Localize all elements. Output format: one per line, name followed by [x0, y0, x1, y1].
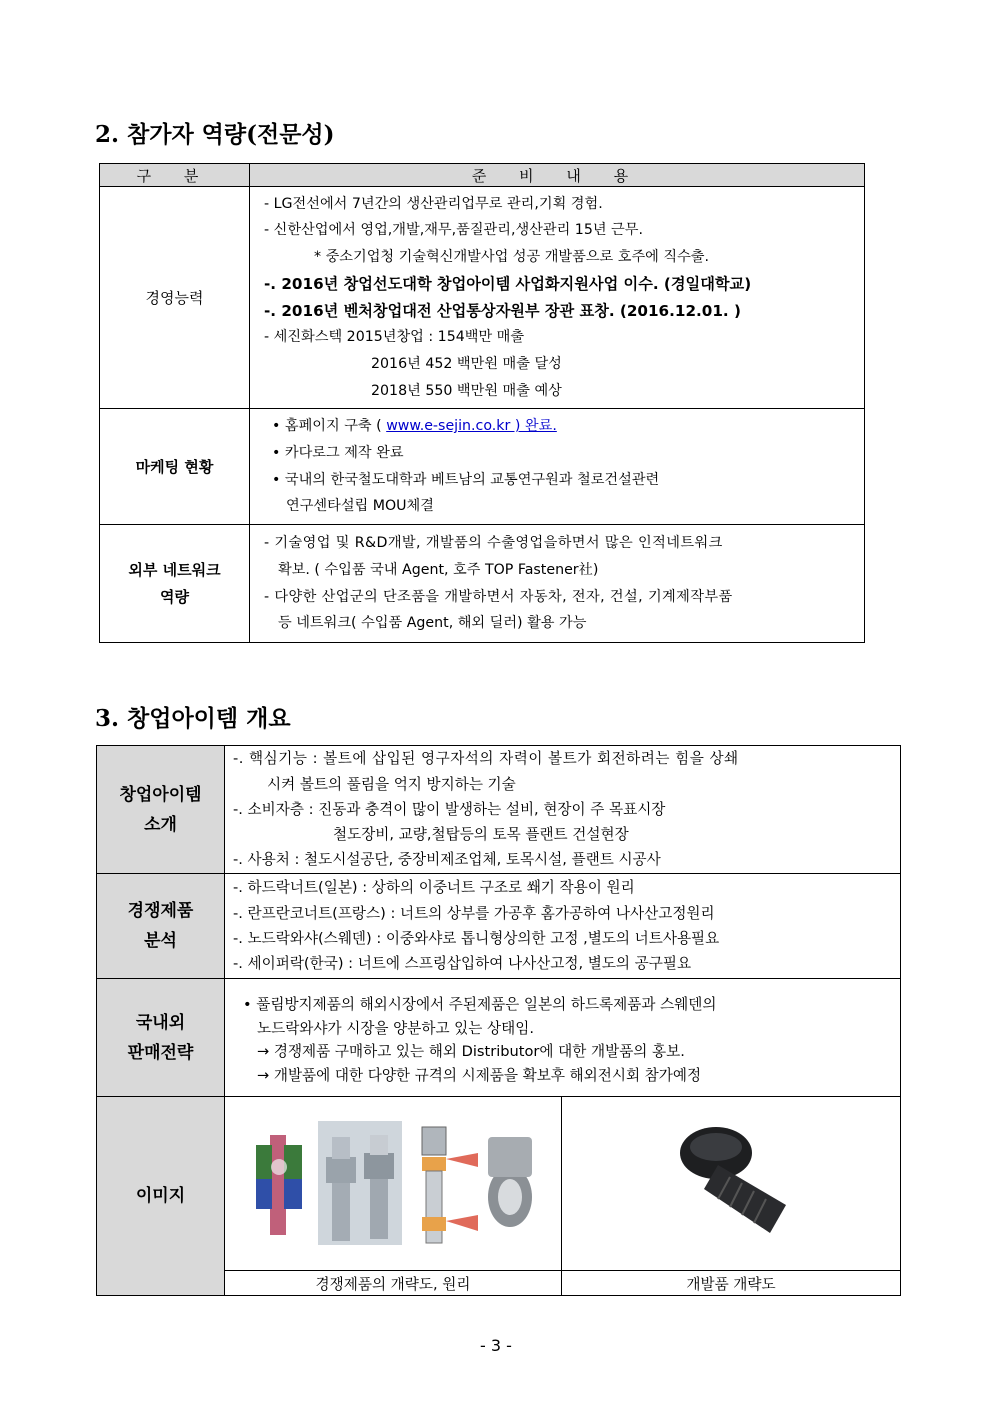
text-line: - LG전선에서 7년간의 생산관리업무로 관리,기획 경험. — [264, 195, 603, 212]
label-network-line1: 외부 네트워크 — [128, 560, 221, 579]
developed-product-image — [562, 1097, 901, 1271]
text-line: 시켜 볼트의 풀림을 억지 방지하는 기술 — [267, 775, 516, 793]
row-marketing — [100, 409, 865, 525]
text-line: 연구센타설립 MOU체결 — [286, 498, 434, 515]
section3-title: 3. 창업아이템 개요 — [95, 705, 291, 732]
label-item-intro-line1: 창업아이템 — [119, 784, 202, 805]
text-line: 철도장비, 교량,철탑등의 토목 플랜트 건설현장 — [333, 826, 629, 844]
developed-bolt-illustration — [666, 1117, 796, 1247]
label-item-intro-line2: 소개 — [144, 814, 177, 835]
item-overview-table — [96, 745, 901, 1296]
text-line: 확보. ( 수입품 국내 Agent, 호주 TOP Fastener社) — [278, 561, 599, 578]
label-marketing: 마케팅 현황 — [100, 409, 250, 525]
wedge-lock-illustration — [406, 1121, 480, 1245]
row-images — [97, 1097, 901, 1271]
content-marketing — [250, 409, 865, 525]
text-line: * 중소기업청 기술혁신개발사업 성공 개발품으로 호주에 직수출. — [314, 249, 709, 266]
section2-title: 2. 참가자 역량(전문성) — [95, 121, 335, 148]
label-images: 이미지 — [97, 1097, 225, 1296]
text-line: - 세진화스텍 2015년창업 : 154백만 매출 — [264, 329, 525, 346]
competency-table — [99, 163, 865, 643]
label-network-line2: 역량 — [160, 587, 189, 606]
row-competition — [97, 874, 901, 979]
content-network — [250, 525, 865, 643]
text-line: -. 하드락너트(일본) : 상하의 이중너트 구조로 쐐기 작용이 원리 — [233, 879, 635, 897]
row-management — [100, 187, 865, 409]
hardlock-nut-illustration — [256, 1135, 302, 1235]
content-competition — [225, 874, 901, 979]
content-strategy — [225, 979, 901, 1097]
text-line: -. 핵심기능 : 볼트에 삽입된 영구자석의 자력이 볼트가 회전하려는 힘을 상쇄 — [233, 750, 739, 768]
label-strategy-line2: 판매전략 — [127, 1042, 194, 1063]
row-network — [100, 525, 865, 643]
label-network — [100, 525, 250, 643]
text-line-bold: -. 2016년 창업선도대학 창업아이템 사업화지원사업 이수. (경일대학교) — [264, 274, 752, 293]
text-line: - 다양한 산업군의 단조품을 개발하면서 자동차, 전자, 건설, 기계제작부품 — [264, 588, 733, 605]
text-line: -. 사용처 : 철도시설공단, 중장비제조업체, 토목시설, 플랜트 시공사 — [233, 851, 661, 869]
text-line: • 국내의 한국철도대학과 베트남의 교통연구원과 철로건설관련 — [272, 471, 660, 488]
label-strategy — [97, 979, 225, 1097]
competency-table-header — [100, 164, 865, 187]
text-line: -. 세이퍼락(한국) : 너트에 스프링삽입하여 나사산고정, 별도의 공구필요 — [233, 955, 692, 973]
text-line-bold: -. 2016년 벤처창업대전 산업통상자원부 장관 표창. (2016.12.01. ) — [264, 301, 741, 320]
text-line: -. 노드락와샤(스웨덴) : 이중와샤로 톱니형상의한 고정 ,별도의 너트사용필요 — [233, 930, 720, 947]
spring-nut-illustration — [484, 1121, 534, 1245]
content-management — [250, 187, 865, 409]
text-line: 등 네트워크( 수입품 Agent, 해외 딜러) 활용 가능 — [278, 615, 587, 632]
caption-competitor: 경쟁제품의 개략도, 원리 — [225, 1271, 562, 1296]
text-line: -. 소비자층 : 진동과 충격이 많이 발생하는 설비, 현장이 주 목표시장 — [233, 800, 666, 818]
label-strategy-line1: 국내외 — [135, 1012, 186, 1033]
text-line: - 기술영업 및 R&D개발, 개발품의 수출영업을하면서 많은 인적네트워크 — [264, 535, 723, 552]
header-content: 준 비 내 용 — [250, 164, 865, 187]
text-line: -. 란프란코너트(프랑스) : 너트의 상부를 가공후 홈가공하여 나사산고정원리 — [233, 904, 715, 922]
text-line: 노드락와샤가 시장을 양분하고 있는 상태임. — [257, 1019, 534, 1037]
text-line: → 개발품에 대한 다양한 규격의 시제품을 확보후 해외전시회 참가예정 — [257, 1066, 702, 1084]
text-line: 2018년 550 백만원 매출 예상 — [371, 382, 562, 399]
competitor-product-diagram — [252, 1117, 534, 1247]
row-strategy — [97, 979, 901, 1097]
page-number: - 3 - — [480, 1336, 512, 1355]
caption-developed: 개발품 개략도 — [562, 1271, 901, 1296]
label-item-intro — [97, 746, 225, 874]
homepage-text: • 홈페이지 구축 ( — [272, 418, 387, 435]
homepage-link[interactable]: www.e-sejin.co.kr ) 완료. — [386, 418, 557, 435]
label-competition-line2: 분석 — [144, 931, 177, 951]
nut-photo-illustration — [318, 1121, 402, 1245]
label-management: 경영능력 — [100, 187, 250, 409]
text-line: - 신한산업에서 영업,개발,재무,품질관리,생산관리 15년 근무. — [264, 222, 643, 239]
label-competition — [97, 874, 225, 979]
text-line: • 카다로그 제작 완료 — [272, 444, 404, 461]
text-line: • 풀림방지제품의 해외시장에서 주된제품은 일본의 하드록제품과 스웨덴의 — [243, 996, 717, 1013]
text-line: 2016년 452 백만원 매출 달성 — [371, 355, 562, 372]
text-line: → 경쟁제품 구매하고 있는 해외 Distributor에 대한 개발품의 홍보. — [257, 1043, 685, 1060]
content-item-intro — [225, 746, 901, 874]
row-item-intro — [97, 746, 901, 874]
label-competition-line1: 경쟁제품 — [127, 901, 194, 921]
header-category: 구 분 — [100, 164, 250, 187]
competitor-images — [225, 1097, 562, 1271]
